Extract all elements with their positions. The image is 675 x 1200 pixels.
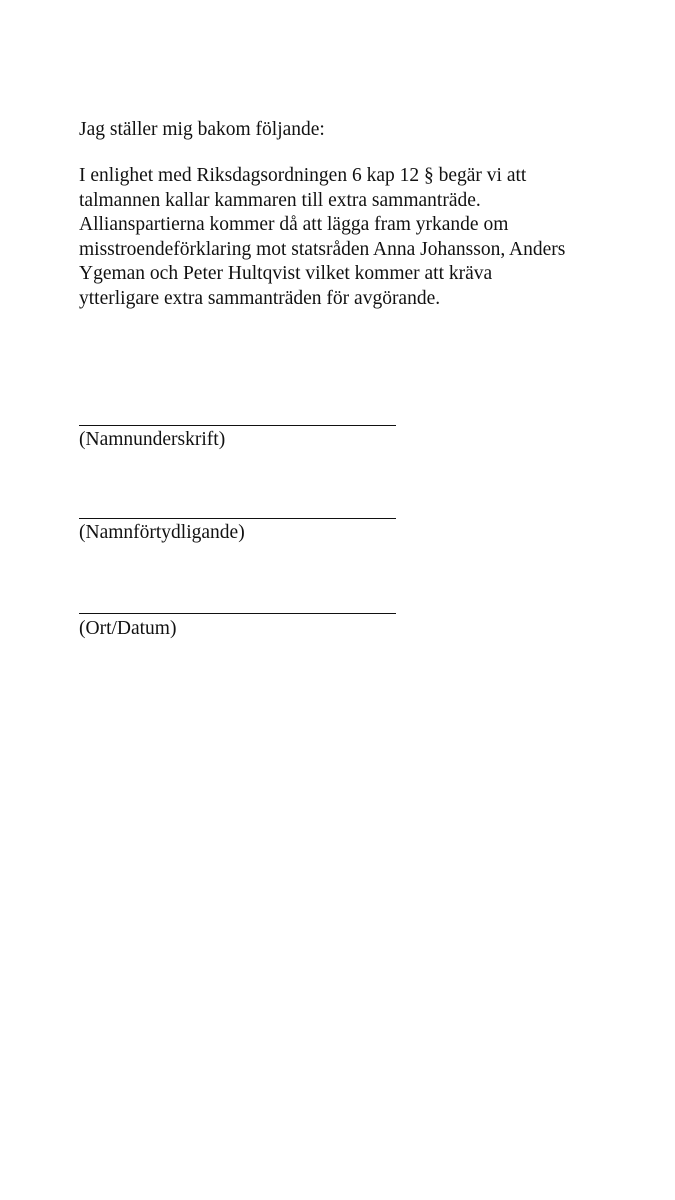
intro-text: Jag ställer mig bakom följande: xyxy=(79,119,325,140)
body-line: misstroendeförklaring mot statsråden Anna Johansson, Anders xyxy=(79,238,566,260)
body-line: ytterligare extra sammanträden för avgörande. xyxy=(79,287,441,309)
body-line: I enlighet med Riksdagsordningen 6 kap 12 § begär vi att xyxy=(79,165,527,186)
signature-label: (Namnförtydligande) xyxy=(79,522,245,543)
signature-line xyxy=(79,518,396,519)
signature-label: (Namnunderskrift) xyxy=(79,429,226,450)
signature-label: (Ort/Datum) xyxy=(79,618,177,639)
body-line: Allianspartierna kommer då att lägga fram yrkande om xyxy=(79,214,509,235)
body-line: Ygeman och Peter Hultqvist vilket kommer att kräva xyxy=(79,263,493,284)
signature-line xyxy=(79,425,396,426)
signature-line xyxy=(79,613,396,614)
body-line: talmannen kallar kammaren till extra sammanträde. xyxy=(79,189,481,211)
